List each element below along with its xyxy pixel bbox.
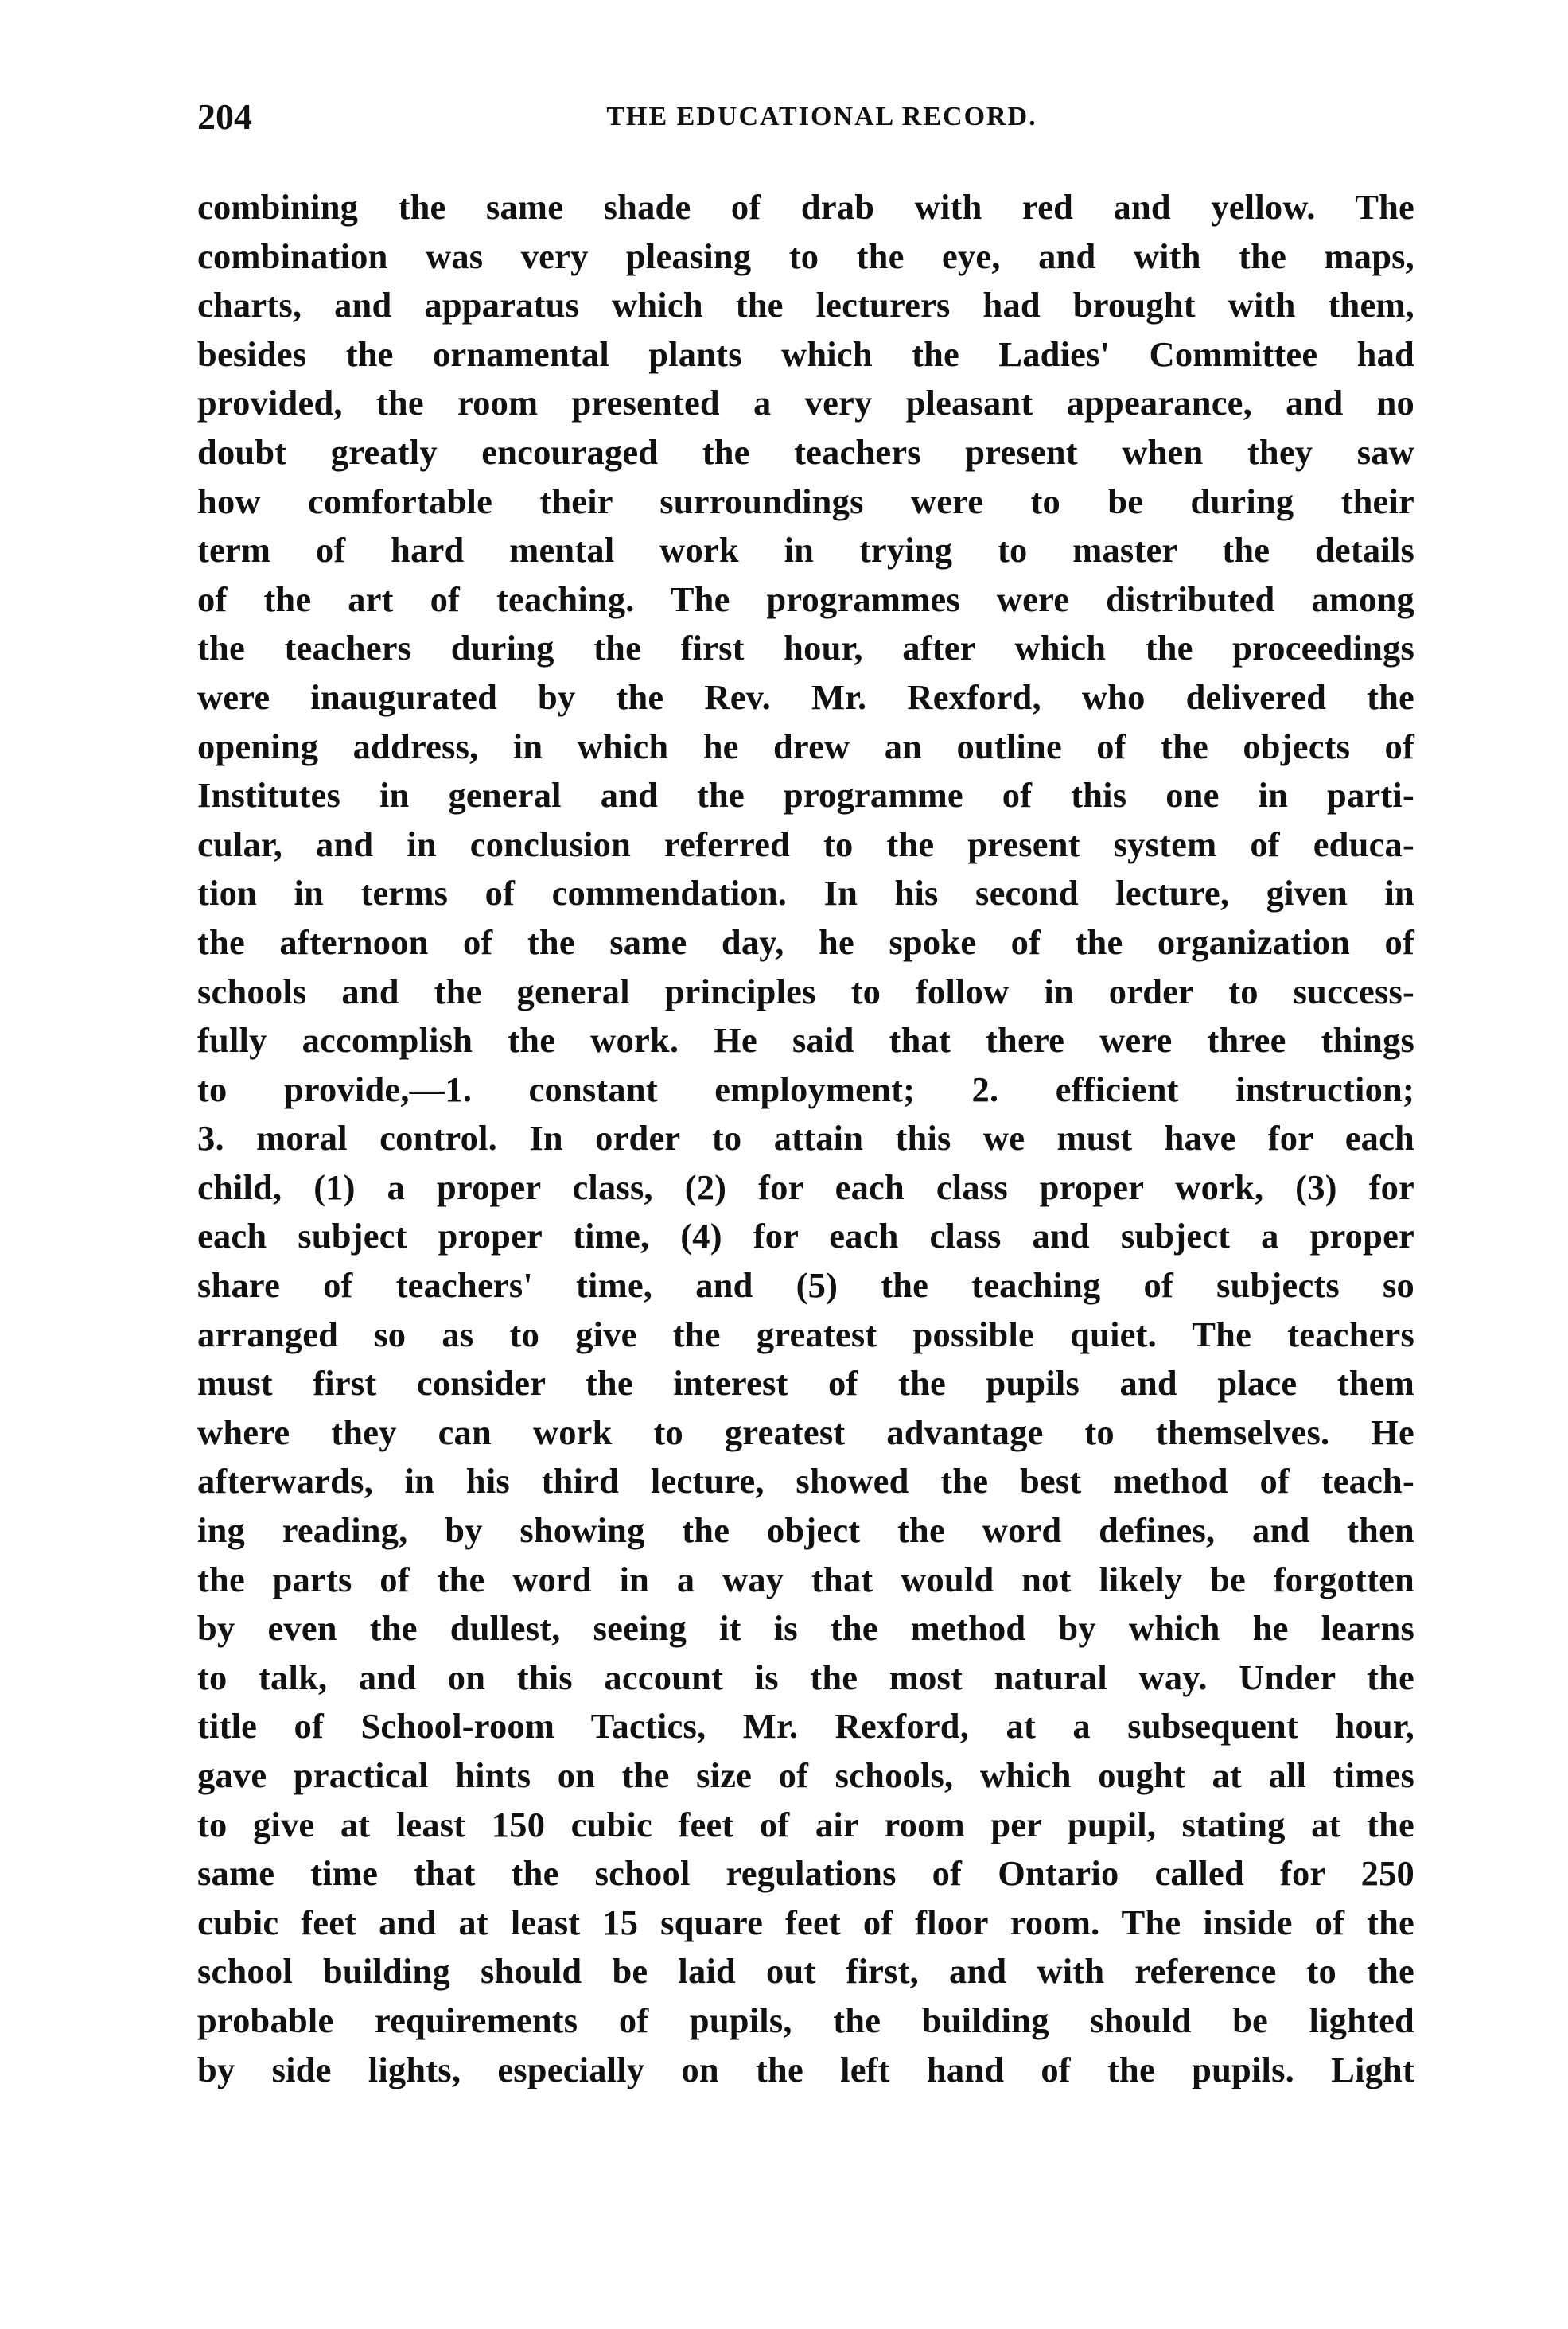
text-line: to provide,—1. constant employment; 2. efficient instruction; [197,1069,1414,1109]
text-line: were inaugurated by the Rev. Mr. Rexford, who delivered the [197,676,1414,717]
text-line: to talk, and on this account is the most natural way. Under the [197,1657,1414,1697]
text-line: cular, and in conclusion referred to the present system of educa- [197,824,1414,864]
text-line: by even the dullest, seeing it is the method by which he learns [197,1608,1414,1649]
page-header [197,89,1414,145]
text-line: same time that the school regulations of Ontario called for 250 [197,1853,1414,1894]
page-number: 204 [197,96,252,137]
text-line: arranged so as to give the greatest possible quiet. The teachers [197,1314,1414,1354]
running-head: THE EDUCATIONAL RECORD. [606,102,1037,131]
text-line: charts, and apparatus which the lecturers had brought with them, [197,285,1414,325]
text-line: Institutes in general and the programme of this one in parti- [197,775,1414,816]
text-line: the parts of the word in a way that would not likely be forgotten [197,1559,1414,1599]
text-line: provided, the room presented a very pleasant appearance, and no [197,383,1414,423]
text-line: combining the same shade of drab with red and yellow. The [197,187,1414,227]
text-line: doubt greatly encouraged the teachers present when they saw [197,431,1414,472]
text-line: combination was very pleasing to the eye, and with the maps, [197,236,1414,276]
text-line: each subject proper time, (4) for each class and subject a proper [197,1216,1414,1256]
text-line: term of hard mental work in trying to master the details [197,530,1414,571]
text-line: to give at least 150 cubic feet of air room per pupil, stating at the [197,1804,1414,1844]
text-line: tion in terms of commendation. In his second lecture, given in [197,873,1414,913]
text-line: afterwards, in his third lecture, showed the best method of teach- [197,1461,1414,1501]
text-line: gave practical hints on the size of schools, which ought at all times [197,1755,1414,1795]
text-line: title of School-room Tactics, Mr. Rexford, at a subsequent hour, [197,1706,1414,1747]
text-line: must first consider the interest of the pupils and place them [197,1363,1414,1404]
text-line: child, (1) a proper class, (2) for each class proper work, (3) for [197,1166,1414,1207]
text-line: the afternoon of the same day, he spoke of the organization of [197,921,1414,962]
text-line: share of teachers' time, and (5) the teaching of subjects so [197,1265,1414,1306]
text-line: fully accomplish the work. He said that there were three things [197,1020,1414,1061]
text-line: ing reading, by showing the object the word defines, and then [197,1510,1414,1551]
text-line: by side lights, especially on the left hand of the pupils. Light [197,2049,1414,2089]
text-line: opening address, in which he drew an outline of the objects of [197,726,1414,766]
text-line: cubic feet and at least 15 square feet of floor room. The inside of the [197,1902,1414,1942]
body-text [197,183,1414,2094]
text-line: where they can work to greatest advantage to themselves. He [197,1412,1414,1452]
text-line: of the art of teaching. The programmes were distributed among [197,578,1414,619]
text-line: school building should be laid out first, and with reference to the [197,1951,1414,1992]
text-line: probable requirements of pupils, the building should be lighted [197,2000,1414,2040]
text-line: the teachers during the first hour, after which the proceedings [197,628,1414,668]
text-line: besides the ornamental plants which the Ladies' Committee had [197,333,1414,374]
text-line: how comfortable their surroundings were to be during their [197,481,1414,521]
text-line: schools and the general principles to follow in order to success- [197,971,1414,1011]
text-line: 3. moral control. In order to attain this we must have for each [197,1118,1414,1159]
